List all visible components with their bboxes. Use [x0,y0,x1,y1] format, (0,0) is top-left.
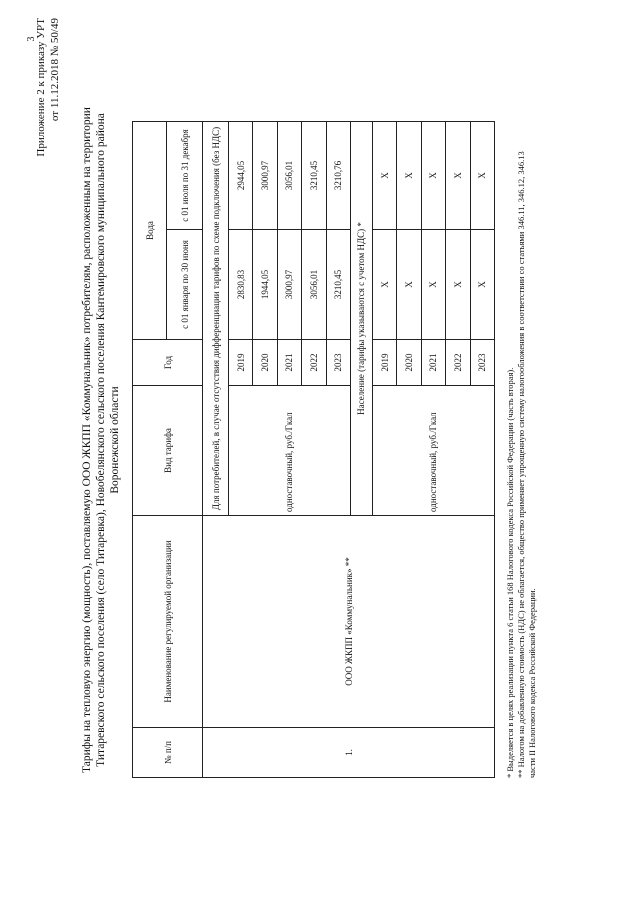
footnotes [505,18,538,778]
s1-year-cell: 2023 [326,340,350,386]
s2-period-1-cell: X [421,230,445,340]
footnote-1: * Выделяется в целях реализации пункта 6 статьи 168 Налогового кодекса Российской Федерации (часть вторая). [505,367,515,778]
page-number: 3 [26,36,37,42]
s2-period-1-cell: X [470,230,494,340]
s1-period-1-cell: 3210,45 [326,230,350,340]
s2-period-1-cell: X [372,230,396,340]
s2-year-cell: 2019 [372,340,396,386]
header-year: Год [133,340,203,386]
s1-period-1-cell: 3056,01 [302,230,326,340]
appendix-line-2: от 11.12.2018 № 50/49 [49,18,61,122]
row-number: 1. [203,728,495,778]
header-water: Вода [133,121,167,339]
footnote-2: ** Налогом на добавленную стоимость (НДС) не облагается, общество применяет упрощенную систему налогообложения в соответствии со статьями 346.11, 346.12, 346.13 [516,151,526,778]
section-1-title: Для потребителей, в случае отсутствия дифференциации тарифов по схеме подключения (без НДС) [203,121,229,515]
document-title: Тарифы на тепловую энергию (мощность), поставляемую ООО ЖКПП «Коммунальник» потребителям, расположенным на территории Титаревского сельского поселения (село Титаревка), Новобелянского сельского поселения Кантемировского муниципального района Воронежской области [81,107,121,773]
header-organization: Наименование регулируемой организации [133,516,203,728]
s1-year-cell: 2021 [277,340,301,386]
s1-period-1-cell: 3000,97 [277,230,301,340]
s2-period-2-cell: X [372,121,396,229]
section-1-tariff-kind: одноставочный, руб./Гкал [229,386,351,516]
header-period-2: с 01 июля по 31 декабря [167,121,203,229]
footnote-3: части II Налогового кодекса Российской Федерации. [527,588,537,778]
s2-period-1-cell: X [397,230,421,340]
s2-period-2-cell: X [421,121,445,229]
appendix-reference [34,18,62,278]
tariff-table [132,121,495,778]
header-period-1: с 01 января по 30 июня [167,230,203,340]
organization-name: ООО ЖКПП «Коммунальник» ** [203,516,495,728]
s2-year-cell: 2022 [446,340,470,386]
s1-period-2-cell: 2944,05 [229,121,253,229]
s1-period-1-cell: 1944,05 [253,230,277,340]
s2-period-2-cell: X [446,121,470,229]
s1-year-cell: 2019 [229,340,253,386]
appendix-line-1: Приложение 2 к приказу УРТ [35,18,47,157]
header-tariff-kind: Вид тарифа [133,386,203,516]
header-num: № п/п [133,728,203,778]
s2-year-cell: 2020 [397,340,421,386]
s1-period-2-cell: 3210,45 [302,121,326,229]
section-2-title: Население (тарифы указываются с учетом НДС) * [350,121,372,515]
s1-year-cell: 2020 [253,340,277,386]
s1-period-2-cell: 3000,97 [253,121,277,229]
s2-period-2-cell: X [470,121,494,229]
s2-year-cell: 2023 [470,340,494,386]
s1-period-2-cell: 3210,76 [326,121,350,229]
s1-period-2-cell: 3056,01 [277,121,301,229]
section-2-tariff-kind: одноставочный, руб./Гкал [372,386,494,516]
s2-period-1-cell: X [446,230,470,340]
s2-period-2-cell: X [397,121,421,229]
s1-period-1-cell: 2830,83 [229,230,253,340]
s2-year-cell: 2021 [421,340,445,386]
s1-year-cell: 2022 [302,340,326,386]
